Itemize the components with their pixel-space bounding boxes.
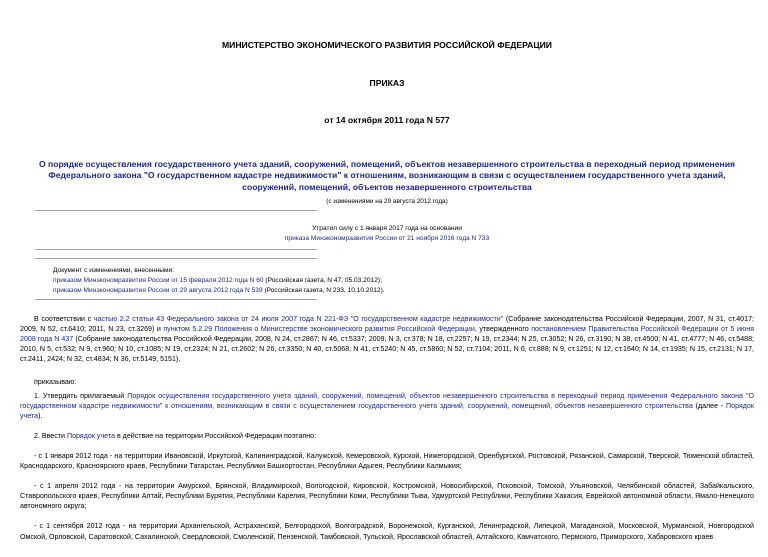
amendment-note: (с изменениями на 29 августа 2012 года)	[326, 197, 448, 205]
decree-link[interactable]: постановлением Правительства Российской Федерации от 5 июня 2008 года N 437	[20, 324, 755, 343]
change-source-1: (Российская газета, N 47, 05.03.2012);	[263, 277, 382, 285]
document-type-heading: ПРИКАЗ	[369, 78, 405, 89]
document-page	[0, 39, 768, 557]
item-2-paragraph	[20, 431, 754, 441]
text-run: (Собрание законодательства Российской Федерации, 2008, N 24, ст.2867; N 46, ст.5337; 2009, N 3, ст.378; N 18, ст.2257; N 19, ст.2344; N 25, ст.3052; N 26, ст.3190; N 38, ст.4500; N 41, ст.4777; N 46, ст.5488; 2010, N 5, ст.532; N 9, ст.960; N 10, ст.1085; N 19, ст.2324; N 21, ст.2602; N 26, ст.3350; N 40, ст.5068; N 41, ст.5240; N 45, ст.5860; N 52, ст.7104; 2011, N 6, ст.888; N 9, ст.1251; N 12, ст.1640; N 14, ст.1935; N 15, ст.2131; N 17, ст.2411, 2424; N 32, ст.4834; N 36, ст.5149, 5151),	[20, 334, 754, 363]
order-word: приказываю:	[34, 377, 77, 386]
text-run: 1. Утвердить прилагаемый	[34, 391, 128, 400]
changes-item	[53, 286, 754, 296]
law-link[interactable]: частью 2.2 статьи 43 Федерального закона от 24 июля 2007 года N 221-ФЗ "О государственном кадастре недвижимости"	[93, 314, 504, 323]
text-run: (далее -	[692, 401, 727, 410]
stage-paragraph-1: - с 1 января 2012 года - на территории Ивановской, Иркутской, Калининградской, Калужской, Кемеровской, Курской, Нижегородской, Оренбургской, Ростовской, Рязанской, Самарской, Тверской, Тюменской областей, Краснодарского, Красноярского краев, Республики Татарстан, Республики Башкортостан, Республики Адыгея, Республики Калмыкия;	[20, 452, 754, 471]
ministry-heading: МИНИСТЕРСТВО ЭКОНОМИЧЕСКОГО РАЗВИТИЯ РОССИЙСКОЙ ФЕДЕРАЦИИ	[222, 40, 552, 50]
procedure-short-link[interactable]: Порядок учета	[20, 401, 754, 421]
procedure-link[interactable]: Порядок осуществления государственного учета зданий, сооружений, помещений, объектов незавершенного строительства в переходный период применения Федерального закона "О государственном кадастре недвижимости" к отношениям, возникающим в связи с осуществлением государственного учета зданий, сооружений, помещений, объектов незавершенного строительства	[20, 391, 755, 410]
divider	[35, 258, 317, 259]
stage-paragraph-3: - с 1 сентября 2012 года - на территории Архангельской, Астраханской, Белгородской, Волгоградской, Воронежской, Курганской, Ленинградской, Липецкой, Магаданской, Московской, Мурманской, Новгородской Омской, Орловской, Саратовской, Сахалинской, Свердловской, Смоленской, Пензенской, Тамбовской, Тульской, Ярославской областей, Алтайского, Камчатского, Пермского, Приморского, Хабаровского краев	[20, 522, 754, 541]
divider	[35, 299, 317, 300]
expired-link[interactable]: приказа Минэкономразвития России от 21 ноября 2016 года N 733	[284, 235, 490, 243]
expired-text: Утратил силу с 1 января 2017 года на основании	[312, 224, 462, 232]
divider	[35, 210, 317, 211]
text-run: В соответствии с	[34, 314, 94, 323]
divider	[35, 249, 317, 250]
text-run: (Собрание законодательства Российской Федерации, 2007, N 31, ст.4017; 2009, N 52, ст.6410; 2011, N 23, ст.3269) и	[20, 314, 754, 333]
preamble-paragraph	[20, 314, 754, 364]
text-run: ).	[38, 412, 43, 421]
document-date-number: от 14 октября 2011 года N 577	[324, 115, 450, 126]
changes-label: Документ с изменениями, внесенными:	[53, 266, 175, 274]
text-run: 2. Ввести	[34, 432, 67, 441]
procedure-short-link-2[interactable]: Порядок учета	[66, 432, 115, 441]
document-title: О порядке осуществления государственного учета зданий, сооружений, помещений, объектов незавершенного строительства в переходный период применения Федерального закона "О государственном кадастре недвижимости" к отношениям, возникающим в связи с осуществлением государственного учета зданий, сооружений, помещений, объектов незавершенного строительства	[38, 158, 736, 192]
stage-paragraph-2: - с 1 апреля 2012 года - на территории Амурской, Брянской, Владимирской, Вологодской, Кировской, Костромской, Новосибирской, Псковской, Томской, Ульяновской, Челябинской областей, Забайкальского, Ставропольского краев, Республики Алтай, Республики Бурятия, Республики Карелия, Республики Коми, Республики Тыва, Удмуртской Республики, Республики Хакасия, Еврейской автономной области, Ямало-Ненецкого автономного округа;	[20, 482, 754, 511]
change-link-2[interactable]: приказом Минэкономразвития России от 29 августа 2012 года N 539	[53, 287, 263, 295]
text-run: , утвержденного	[474, 324, 532, 333]
change-source-2: (Российская газета, N 233, 10.10.2012).	[262, 287, 385, 295]
change-link-1[interactable]: приказом Минэкономразвития России от 15 февраля 2012 года N 60	[53, 277, 264, 285]
changes-block	[53, 266, 754, 297]
item-1-paragraph	[20, 391, 754, 421]
expired-notice	[20, 224, 754, 245]
changes-item	[53, 276, 754, 286]
regulation-link[interactable]: пунктом 5.2.29 Положения о Министерстве экономического развития Российской Федерации	[163, 324, 475, 333]
text-run: в действие на территории Российской Федерации поэтапно:	[114, 432, 317, 441]
